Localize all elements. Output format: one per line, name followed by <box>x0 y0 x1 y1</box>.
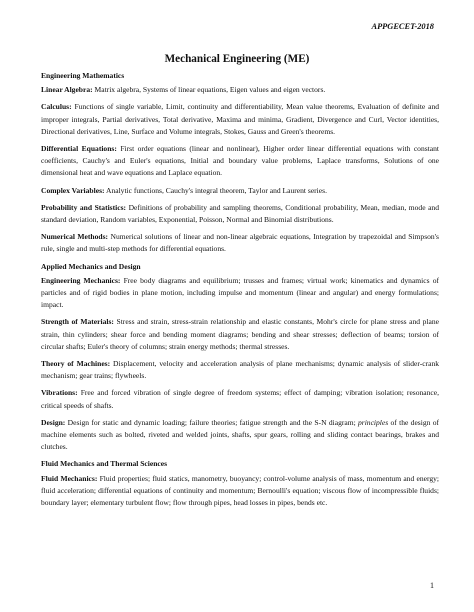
topic-fluid-mechanics <box>41 473 439 510</box>
syllabus-content <box>41 70 439 514</box>
topic-text: Free and forced vibration of single degree of freedom systems; effect of damping; vibration isolation; resonance, critical speeds of shafts. <box>41 388 439 410</box>
topic-term: Engineering Mechanics: <box>41 275 121 285</box>
topic-text: Functions of single variable, Limit, continuity and differentiability, Mean value theorems, Evaluation of definite and improper integrals, Partial derivatives, Total derivative, Maxima and minima, Gradient, Divergence and Curl, Vector identities, Directional derivatives, Line, Surface and Volume integrals, Stokes, Gauss and Green's theorems. <box>41 102 439 136</box>
topic-engineering-mechanics <box>41 275 439 312</box>
page-title: Mechanical Engineering (ME) <box>164 53 310 65</box>
topic-text: Matrix algebra, Systems of linear equations, Eigen values and eigen vectors. <box>92 85 326 95</box>
topic-term: Numerical Methods: <box>41 232 109 242</box>
section-heading-applied-mechanics: Applied Mechanics and Design <box>41 261 141 271</box>
topic-term: Strength of Materials: <box>41 317 114 327</box>
topic-text: Displacement, velocity and acceleration analysis of plane mechanisms; dynamic analysis of slider-crank mechanism; gear trains; flywheels. <box>41 359 439 381</box>
section-heading-engineering-mathematics: Engineering Mathematics <box>41 71 125 80</box>
topic-text: Stress and strain, stress-strain relationship and elastic constants, Mohr's circle for plane stress and plane strain, thin cylinders; shear force and bending moment diagrams; bending and shear stresses; deflection of beams; torsion of circular shafts; Euler's theory of columns; strain energy methods; thermal stresses. <box>41 317 440 351</box>
topic-term: Probability and Statistics: <box>41 202 127 212</box>
topic-text: Analytic functions, Cauchy's integral theorem, Taylor and Laurent series. <box>104 185 327 195</box>
topic-text: Definitions of probability and sampling theorems, Conditional probability, Mean, median, mode and standard deviation, Random variables, Exponential, Poisson, Normal and Binomial distributions. <box>41 202 439 225</box>
topic-complex-variables <box>41 185 439 197</box>
topic-text: Fluid properties; fluid statics, manometry, buoyancy; control-volume analysis of mass, momentum and energy; fluid acceleration; differential equations of continuity and momentum; Bernoulli's equation; viscous flow of incompressible fluids; boundary layer; elementary turbulent flow; flow through pipes, head losses in pipes, bends etc. <box>41 473 439 508</box>
exam-tag: APPGECET-2018 <box>371 22 434 31</box>
topic-text: Design for static and dynamic loading; failure theories; fatigue strength and the S-N diagram; <box>65 417 358 427</box>
topic-text: Free body diagrams and equilibrium; trusses and frames; virtual work; kinematics and dynamics of particles and of rigid bodies in plane motion, including impulse and momentum (linear and angular) and energy formulations; impact. <box>41 275 439 310</box>
topic-term: Complex Variables: <box>41 185 105 195</box>
topic-term: Differential Equations: <box>41 144 117 154</box>
topic-linear-algebra <box>41 84 439 96</box>
topic-design <box>41 417 439 454</box>
topic-term: Design: <box>41 417 66 427</box>
topic-theory-of-machines <box>41 358 439 382</box>
topic-term: Fluid Mechanics: <box>41 473 98 483</box>
section-heading-fluid-thermal: Fluid Mechanics and Thermal Sciences <box>41 459 168 469</box>
topic-calculus <box>41 101 439 138</box>
page-number: 1 <box>430 581 434 590</box>
topic-text: of the design of machine elements such as bolted, riveted and welded joints, shafts, spur gears, rolling and sliding contact bearings, brakes and clutches. <box>41 417 439 452</box>
topic-probability-statistics <box>41 202 439 226</box>
topic-strength-of-materials <box>41 316 439 353</box>
topic-term: Vibrations: <box>41 388 78 398</box>
topic-differential-equations <box>41 143 439 180</box>
topic-text-italic: principles <box>358 417 389 427</box>
topic-vibrations <box>41 387 439 411</box>
topic-term: Linear Algebra: <box>41 85 93 95</box>
topic-text: First order equations (linear and nonlinear), Higher order linear differential equations with constant coefficients, Cauchy's and Euler's equations, Initial and boundary value problems, Laplace transforms, Solutions of one dimensional heat and wave equations and Laplace equation. <box>41 144 439 178</box>
topic-text: Numerical solutions of linear and non-linear algebraic equations, Integration by trapezoidal and Simpson's rule, single and multi-step methods for differential equations. <box>41 232 439 254</box>
topic-numerical-methods <box>41 231 439 255</box>
topic-term: Calculus: <box>41 102 72 112</box>
topic-term: Theory of Machines: <box>41 359 111 369</box>
